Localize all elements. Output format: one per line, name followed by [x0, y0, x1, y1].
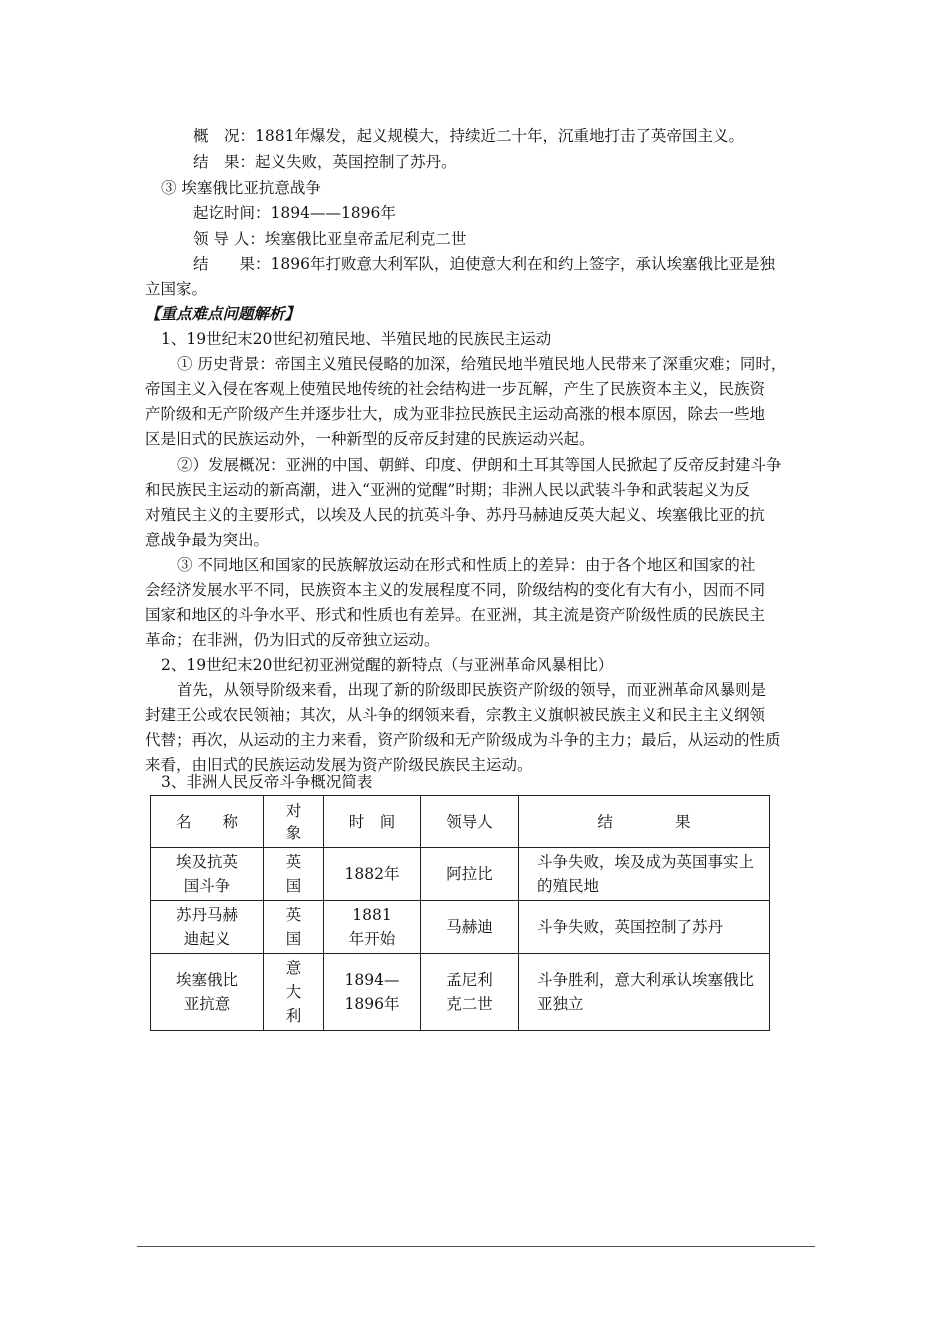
text-line: 和民族民主运动的新高潮，进入“亚洲的觉醒”时期；非洲人民以武装斗争和武装起义为反: [145, 481, 750, 499]
header-cell: 对象: [264, 796, 324, 848]
text-line: 领 导 人：埃塞俄比亚皇帝孟尼利克二世: [193, 230, 467, 248]
text-line: ③ 埃塞俄比亚抗意战争: [161, 179, 321, 197]
table-cell: 斗争胜利，意大利承认埃塞俄比亚独立: [519, 954, 770, 1031]
header-cell: 时 间: [324, 796, 421, 848]
text-line: 帝国主义入侵在客观上使殖民地传统的社会结构进一步瓦解，产生了民族资本主义，民族资: [145, 380, 766, 398]
table-cell: 1882年: [324, 848, 421, 901]
table-cell: 孟尼利克二世: [421, 954, 519, 1031]
header-cell: 名 称: [151, 796, 264, 848]
table-header-row: [151, 796, 770, 848]
text-line: 封建王公或农民领袖；其次，从斗争的纲领来看，宗教主义旗帜被民族主义和民主主义纲领: [145, 706, 766, 724]
text-line: 代替；再次，从运动的主力来看，资产阶级和无产阶级成为斗争的主力；最后，从运动的性质: [145, 731, 781, 749]
text-line: 国家和地区的斗争水平、形式和性质也有差异。在亚洲，其主流是资产阶级性质的民族民主: [145, 606, 766, 624]
table-cell: 阿拉比: [421, 848, 519, 901]
text-line: 立国家。: [145, 280, 208, 298]
text-line: 首先，从领导阶级来看，出现了新的阶级即民族资产阶级的领导，而亚洲革命风暴则是: [177, 681, 767, 699]
table-row: [151, 848, 770, 901]
header-cell: 结 果: [519, 796, 770, 848]
table-cell: 马赫迪: [421, 901, 519, 954]
text-line: 来看，由旧式的民族运动发展为资产阶级民族民主运动。: [145, 756, 533, 774]
text-line: 起讫时间：1894——1896年: [193, 204, 396, 222]
table-cell: 1881年开始: [324, 901, 421, 954]
table-cell: 苏丹马赫迪起义: [151, 901, 264, 954]
table-cell: 埃及抗英国斗争: [151, 848, 264, 901]
table-cell: 斗争失败，英国控制了苏丹: [519, 901, 770, 954]
text-line: 结 果：1896年打败意大利军队，迫使意大利在和约上签字，承认埃塞俄比亚是独: [193, 255, 775, 273]
table-cell: 英国: [264, 848, 324, 901]
table-row: [151, 954, 770, 1031]
text-line: 区是旧式的民族运动外，一种新型的反帝反封建的民族运动兴起。: [145, 430, 595, 448]
text-line: 革命；在非洲，仍为旧式的反帝独立运动。: [145, 631, 440, 649]
table-cell: 1894—1896年: [324, 954, 421, 1031]
subheading: 1、19世纪末20世纪初殖民地、半殖民地的民族民主运动: [161, 330, 552, 348]
table-row: [151, 901, 770, 954]
text-line: 产阶级和无产阶级产生并逐步壮大，成为亚非拉民族民主运动高涨的根本原因，除去一些地: [145, 405, 766, 423]
text-line: 会经济发展水平不同，民族资本主义的发展程度不同，阶级结构的变化有大有小，因而不同: [145, 581, 766, 599]
section-heading: 【重点难点问题解析】: [145, 304, 301, 323]
header-cell: 领导人: [421, 796, 519, 848]
table-cell: 埃塞俄比亚抗意: [151, 954, 264, 1031]
text-line: 概 况：1881年爆发，起义规模大，持续近二十年，沉重地打击了英帝国主义。: [193, 127, 744, 145]
table-cell: 英国: [264, 901, 324, 954]
table-cell: 斗争失败，埃及成为英国事实上的殖民地: [519, 848, 770, 901]
text-line: ③ 不同地区和国家的民族解放运动在形式和性质上的差异：由于各个地区和国家的社: [177, 556, 756, 574]
text-line: 意战争最为突出。: [145, 531, 270, 549]
footer-divider: [137, 1246, 815, 1247]
text-line: ① 历史背景：帝国主义殖民侵略的加深，给殖民地半殖民地人民带来了深重灾难；同时，: [177, 355, 787, 373]
text-line: 结 果：起义失败，英国控制了苏丹。: [193, 153, 457, 171]
subheading: 3、非洲人民反帝斗争概况简表: [161, 773, 373, 791]
text-line: 对殖民主义的主要形式，以埃及人民的抗英斗争、苏丹马赫迪反英大起义、埃塞俄比亚的抗: [145, 506, 766, 524]
table-cell: 意大利: [264, 954, 324, 1031]
text-line: ②）发展概况：亚洲的中国、朝鲜、印度、伊朗和土耳其等国人民掀起了反帝反封建斗争: [177, 456, 782, 474]
struggle-summary-table: [150, 795, 770, 1031]
subheading: 2、19世纪末20世纪初亚洲觉醒的新特点（与亚洲革命风暴相比）: [161, 656, 614, 674]
